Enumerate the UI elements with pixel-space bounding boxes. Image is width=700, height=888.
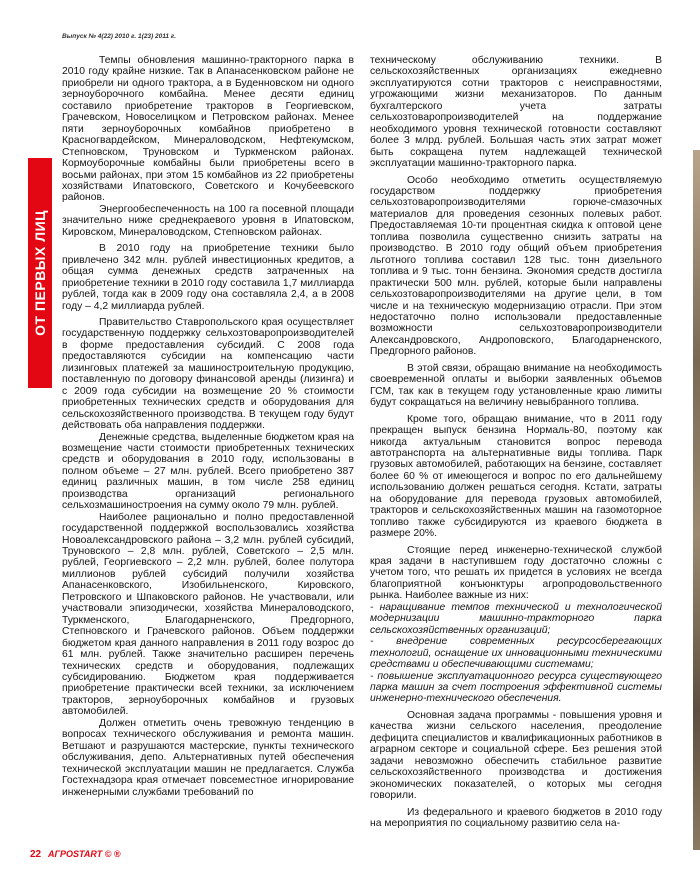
section-title <box>28 158 52 388</box>
magazine-brand: АГРОSTART © ® <box>48 849 121 859</box>
paragraph: Наиболее рационально и полно предоставленной государственной поддержкой воспользовались хозяйства Новоалександровского района – 3,2 млн. рублей субсидий, Труновского – 2,8 млн. рублей, Советского – 2,5 млн. рублей, Георгиевского – 2,2 млн. рублей, более полутора миллионов рублей субсидий получили хозяйства Апанасенковского, Изобильненского, Кировского, Петровского и Шпаковского районов. Не участвовали, или участвовали эпизодически, хозяйства Минераловодского, Туркменского, Благодарненского, Предгорного, Степновского и Грачевского районов. Объем поддержки бюджетом края данного направления в 2011 году возрос до 61 млн. рублей. Также значительно расширен перечень технических средств и оборудования, подлежащих субсидированию. Бюджетом края поддерживается приобретение практически всей техники, за исключением тракторов, зерноуборочных комбайнов и грузовых автомобилей. <box>62 511 354 718</box>
paragraph: В этой связи, обращаю внимание на необходимость своевременной оплаты и выборки заявленных объемов ГСМ, так как в текущем году установленные краю лимиты будут сокращаться на величину невыбранного топлива. <box>370 362 662 409</box>
photo-edge <box>693 150 700 850</box>
page-number: 22 <box>30 849 42 860</box>
list-item: - внедрение современных ресурсосберегающих технологий, оснащение их инновационными техническими средствами и обеспечивающими системами; <box>370 636 662 671</box>
paragraph: Из федерального и краевого бюджетов в 2010 году на мероприятия по социальному развитию села на- <box>370 806 662 829</box>
paragraph: Стоящие перед инженерно-технической службой края задачи в наступившем году достаточно сложны с учетом того, что решать их придется в условиях не всегда благоприятной конъюнктуры агропродовольственного рынка. Наиболее важные из них: <box>370 544 662 602</box>
paragraph: Энергообеспеченность на 100 га посевной площади значительно ниже среднекраевого уровня в Ипатовском, Кировском, Минераловодском, Степновском районах. <box>62 203 354 238</box>
list-item: - наращивание темпов технической и технологической модернизации машинно-тракторного парка сельскохозяйственных организаций; <box>370 601 662 636</box>
paragraph: Кроме того, обращаю внимание, что в 2011 году прекращен выпуск бензина Нормаль-80, поэтому как никогда актуальным становится вопрос перевода автотранспорта на альтернативные виды топлива. Парк грузовых автомобилей, работающих на бензине, составляет более 60 % от имеющегося и вопрос по его дальнейшему использованию должен решаться сегодня. Кстати, затраты на оборудование для перевода грузовых автомобилей, тракторов и сельскохозяйственных машин на газомоторное топливо также субсидируются из краевого бюджета в размере 20%. <box>370 413 662 540</box>
article-column-right <box>370 55 662 845</box>
article-column-left <box>62 55 354 845</box>
paragraph: Денежные средства, выделенные бюджетом края на возмещение части стоимости приобретенных технических средств и оборудования в 2010 году, использованы в полном объеме – 27 млн. рублей. Всего приобретено 387 единиц различных машин, в том числе 258 единиц производства организаций регионального сельхозмашиностроения на сумму около 79 млн. рублей. <box>62 431 354 512</box>
paragraph: Темпы обновления машинно-тракторного парка в 2010 году крайне низкие. Так в Апанасенковском районе не приобрели ни одного трактора, а в Буденновском ни одного зерноуборочного комбайна. Менее десяти единиц составило приобретение тракторов в Георгиевском, Грачевском, Новоселицком и Петровском районах. Менее пяти зерноуборочных комбайнов приобретено в Красногвардейском, Минераловодском, Нефтекумском, Степновском, Труновском и Туркменском районах. Кормоуборочные комбайны были приобретены всего в восьми районах, при этом 15 комбайнов из 22 приобретены хозяйствами Ипатовского, Советского и Кочубеевского районов. <box>62 55 354 204</box>
paragraph: Особо необходимо отметить осуществляемую государством поддержку приобретения сельхозтоваропроизводителями горюче-смазочных материалов для проведения сезонных полевых работ. Предоставляемая 10-ти процентная скидка к оптовой цене топлива позволила существенно снизить затраты на производство. В 2010 году общий объем приобретения льготного топлива составил 128 тыс. тонн дизельного топлива и 9 тыс. тонн бензина. Экономия средств достигла практически 500 млн. рублей, которые были направлены сельхозтоваропроизводителями на другие цели, в том числе и на техническую модернизацию отрасли. При этом недостаточно полно использовали предоставленные возможности сельхозтоваропроизводители Александровского, Андроповского, Благодарненского, Предгорного районов. <box>370 174 662 358</box>
issue-header: Выпуск № 4(22) 2010 г. 1(23) 2011 г. <box>62 33 176 40</box>
paragraph: Основная задача программы - повышения уровня и качества жизни сельского населения, преодоление дефицита специалистов и квалификационных работников в аграрном секторе и социальной сфере. Без решения этой задачи невозможно обеспечить стабильное развитие сельскохозяйственного производства и достижения экономических показателей, о которых мы сегодня говорили. <box>370 709 662 802</box>
paragraph: Правительство Ставропольского края осуществляет государственную поддержку сельхозтоваропроизводителей в форме предоставления субсидий. С 2008 года предоставляются субсидии на компенсацию части лизинговых платежей за машиностроительную продукцию, поставленную по договору финансовой аренды (лизинга) и с 2009 года субсидии на возмещение 20 % стоимости приобретенных технических средств и оборудования для сельскохозяйственного производства. В текущем году будут действовать оба направления поддержки. <box>62 316 354 432</box>
section-title-text: ОТ ПЕРВЫХ ЛИЦ <box>32 210 49 336</box>
paragraph: техническому обслуживанию техники. В сельскохозяйственных организациях ежедневно эксплуатируются сотни тракторов с неисправностями, угрожающими жизни механизаторов. По данным бухгалтерского учета затраты сельхозтоваропроизводителей на поддержание необходимого уровня технической готовности составляют более 3 млрд. рублей. Большая часть этих затрат может быть сокращена путем надлежащей технической эксплуатации машинно-тракторного парка. <box>370 55 662 170</box>
paragraph: В 2010 году на приобретение техники было привлечено 342 млн. рублей инвестиционных кредитов, а общая сумма денежных средств затраченных на приобретение техники в 2010 году составила 1,7 миллиарда рублей, тогда как в 2009 году она составляла 2,4, а в 2008 году – 4,2 миллиарда рублей. <box>62 243 354 312</box>
paragraph: Должен отметить очень тревожную тенденцию в вопросах технического обслуживания и ремонта машин. Ветшают и разрушаются мастерские, пункты технического обслуживания, депо. Альтернативных путей обеспечения технической эксплуатации машин не предлагается. Служба Гостехнадзора края отмечает повсеместное игнорирование инженерными службами требований по <box>62 717 354 798</box>
list-item: - повышение эксплуатационного ресурса существующего парка машин за счет построения эффективной системы инженерно-технического обеспечения. <box>370 670 662 705</box>
